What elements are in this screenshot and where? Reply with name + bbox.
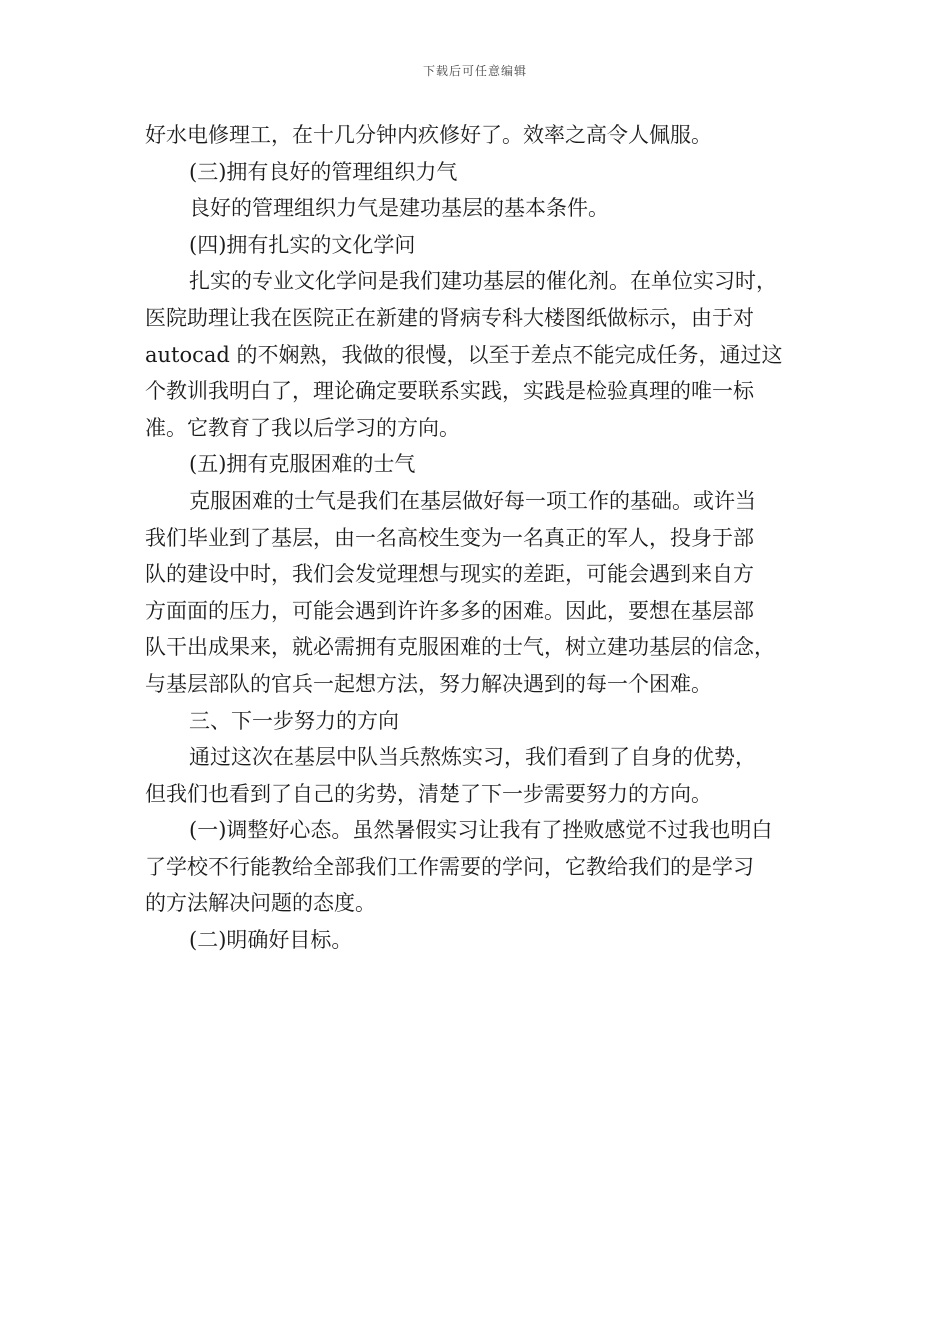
text-line: 与基层部队的官兵一起想方法，努力解决遇到的每一个困难。 <box>145 671 712 696</box>
text-line: 但我们也看到了自己的劣势，清楚了下一步需要努力的方向。 <box>145 781 712 806</box>
section-heading: (四)拥有扎实的文化学问 <box>189 232 416 257</box>
text-line: 好水电修理工，在十几分钟内疚修好了。效率之高令人佩服。 <box>145 123 712 147</box>
text-line: 扎实的专业文化学问是我们建功基层的催化剂。在单位实习时， <box>189 269 777 294</box>
text-line: 个教训我明白了，理论确定要联系实践，实践是检验真理的唯一标 <box>145 379 754 404</box>
text-line: autocad 的不娴熟，我做的很慢，以至于差点不能完成任务，通过这 <box>145 342 783 367</box>
text-line: 了学校不行能教给全部我们工作需要的学问，它教给我们的是学习 <box>145 854 754 879</box>
body-text <box>145 117 825 959</box>
section-heading: 三、下一步努力的方向 <box>189 708 399 733</box>
text-line: 良好的管理组织力气是建功基层的基本条件。 <box>189 196 609 221</box>
text-line: 队干出成果来，就必需拥有克服困难的士气，树立建功基层的信念， <box>145 635 775 660</box>
text-line: 通过这次在基层中队当兵熬炼实习，我们看到了自身的优势， <box>189 745 756 770</box>
text-line: 我们毕业到了基层，由一名高校生变为一名真正的军人，投身于部 <box>145 525 754 550</box>
text-line: 医院助理让我在医院正在新建的肾病专科大楼图纸做标示，由于对 <box>145 305 754 330</box>
page-header: 下载后可任意编辑 <box>422 64 527 78</box>
text-line: 队的建设中时，我们会发觉理想与现实的差距，可能会遇到来自方 <box>145 562 754 587</box>
section-heading: (五)拥有克服困难的士气 <box>189 452 416 477</box>
text-line: (一)调整好心态。虽然暑假实习让我有了挫败感觉不过我也明白 <box>189 818 773 843</box>
text-line: 克服困难的士气是我们在基层做好每一项工作的基础。或许当 <box>189 488 756 513</box>
section-heading: (三)拥有良好的管理组织力气 <box>189 159 458 184</box>
text-line: 方面面的压力，可能会遇到许许多多的困难。因此，要想在基层部 <box>145 598 754 623</box>
text-line: 准。它教育了我以后学习的方向。 <box>145 415 460 440</box>
text-line: (二)明确好目标。 <box>189 928 353 953</box>
text-line: 的方法解决问题的态度。 <box>145 891 376 916</box>
